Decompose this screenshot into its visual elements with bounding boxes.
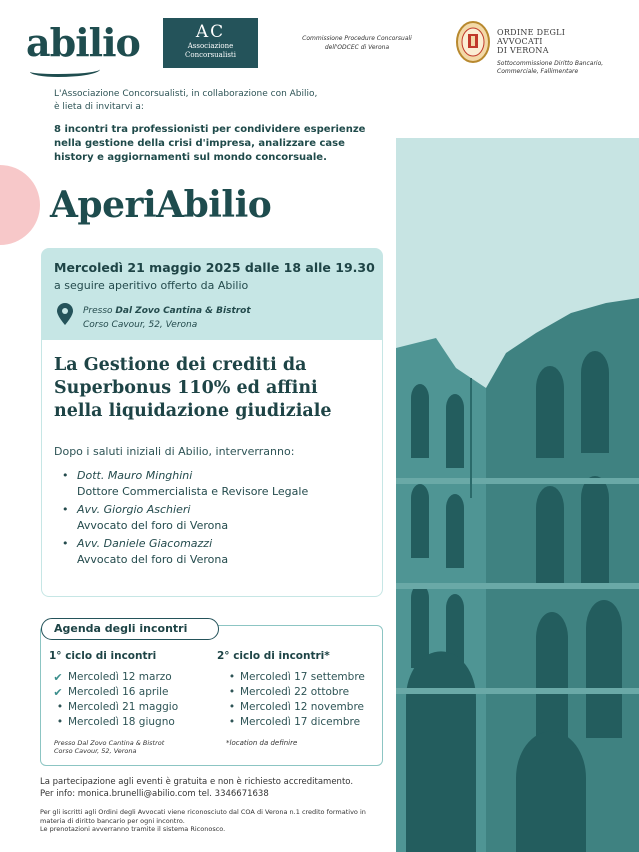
fineprint-line2: materia di diritto bancario per ogni incontro. [40, 816, 185, 825]
cycle1-item [54, 670, 178, 685]
event-venue [83, 306, 251, 316]
ordine-line2: AVVOCATI [497, 37, 543, 46]
commissione-line2: dell'ODCEC di Verona [324, 44, 390, 51]
cycle1-item [54, 685, 178, 700]
ordine-avvocati-seal-icon [455, 20, 491, 64]
bullet-icon: • [56, 701, 64, 713]
event-aperitivo: a seguire aperitivo offerto da Abilio [54, 279, 249, 292]
speaker-item [62, 468, 362, 500]
speaker-name: • Avv. Daniele Giacomazzi [77, 537, 213, 550]
cycle1-list [54, 670, 178, 730]
bullet-icon: • [228, 686, 236, 698]
intro-line2: è lieta di invitarvi a: [54, 102, 144, 112]
footer-participation: La partecipazione agli eventi è gratuita e non è richiesto accreditamento. [40, 777, 354, 787]
bullet-icon: • [56, 716, 64, 728]
cycle1-venue-line2: Corso Cavour, 52, Verona [54, 747, 137, 755]
cycle2-item [226, 715, 365, 730]
intro-text [54, 88, 317, 114]
cycle2-date: Mercoledì 22 ottobre [240, 686, 350, 698]
ac-line1: Associazione [187, 42, 234, 50]
cycle1-title: 1° ciclo di incontri [49, 650, 157, 662]
checkmark-icon: ✔ [53, 671, 63, 684]
cycle2-date: Mercoledì 12 novembre [240, 701, 364, 713]
venue-name: Dal Zovo Cantina & Bistrot [115, 306, 251, 316]
speaker-item [62, 502, 362, 534]
ac-line2: Concorsualisti [185, 51, 236, 59]
bullet-icon: • [228, 701, 236, 713]
sottocommissione [497, 60, 603, 76]
decorative-pink-circle [0, 165, 40, 245]
page-title: AperiAbilio [50, 184, 272, 226]
cycle2-title: 2° ciclo di incontri* [217, 650, 330, 662]
arena-verona-photo [396, 138, 639, 852]
ac-initials: AC [195, 22, 226, 42]
cycle2-date: Mercoledì 17 settembre [240, 671, 365, 683]
abilio-logo [26, 20, 140, 65]
venue-prefix: Presso [83, 306, 116, 316]
cycle1-venue [54, 739, 164, 755]
fineprint-line1: Per gli iscritti agli Ordini degli Avvocati viene riconosciuto dal COA di Verona n.1 credito formativo in [40, 808, 366, 816]
location-pin-icon [57, 303, 73, 325]
cycle2-item [226, 700, 365, 715]
cycle2-item [226, 685, 365, 700]
ordine-line3: DI VERONA [497, 46, 549, 55]
ordine-line1: ORDINE DEGLI [497, 28, 566, 37]
footer-fineprint [40, 808, 390, 834]
agenda-title: Agenda degli incontri [54, 622, 188, 635]
commissione-odcec [292, 34, 422, 52]
speaker-role: Dottore Commercialista e Revisore Legale [77, 485, 309, 498]
cycle1-item [54, 700, 178, 715]
abilio-swoosh [30, 64, 100, 77]
cycle2-date: Mercoledì 17 dicembre [240, 716, 361, 728]
lead-paragraph: 8 incontri tra professionisti per condividere esperienze nella gestione della crisi d'impresa, analizzare case history e aggiornamenti sul mondo concorsuale. [54, 124, 366, 163]
ordine-avvocati-verona [497, 28, 565, 55]
cycle1-item [54, 715, 178, 730]
bullet-icon: • [228, 671, 236, 683]
cycle2-item [226, 670, 365, 685]
speakers-list [62, 468, 362, 570]
sottocomm-line1: Sottocommissione Diritto Bancario, [497, 60, 604, 67]
commissione-line1: Commissione Procedure Concorsuali [302, 35, 412, 42]
event-date: Mercoledì 21 maggio 2025 dalle 18 alle 19.30 [54, 260, 375, 275]
speaker-role: Avvocato del foro di Verona [77, 553, 229, 566]
speaker-item [62, 536, 362, 568]
footer-info [40, 776, 353, 800]
intro-line1: L'Associazione Concorsualisti, in collaborazione con Abilio, [54, 89, 318, 99]
cycle1-date: Mercoledì 18 giugno [68, 716, 175, 728]
cycle1-date: Mercoledì 12 marzo [68, 671, 172, 683]
talk-title: La Gestione dei crediti da Superbonus 110% ed affini nella liquidazione giudiziale [54, 355, 332, 421]
abilio-logo-text: abilio [26, 20, 140, 65]
bullet-icon: • [228, 716, 236, 728]
speaker-role: Avvocato del foro di Verona [77, 519, 229, 532]
fineprint-line3: Le prenotazioni avverranno tramite il sistema Riconosco. [40, 825, 226, 833]
footer-contact[interactable]: Per info: monica.brunelli@abilio.com tel. 3346671638 [40, 789, 269, 799]
checkmark-icon: ✔ [53, 686, 63, 699]
speaker-name: • Avv. Giorgio Aschieri [77, 503, 191, 516]
cycle2-location-note: *location da definire [226, 739, 298, 747]
cycle1-venue-line1: Presso Dal Zovo Cantina & Bistrot [54, 739, 165, 747]
cycle1-date: Mercoledì 16 aprile [68, 686, 169, 698]
sottocomm-line2: Commerciale, Fallimentare [497, 68, 579, 75]
cycle1-date: Mercoledì 21 maggio [68, 701, 179, 713]
event-venue-address: Corso Cavour, 52, Verona [83, 320, 198, 330]
cycle2-list [226, 670, 365, 730]
speakers-intro: Dopo i saluti iniziali di Abilio, interverranno: [54, 445, 295, 458]
associazione-concorsualisti-logo [163, 18, 258, 68]
speaker-name: • Dott. Mauro Minghini [77, 469, 193, 482]
